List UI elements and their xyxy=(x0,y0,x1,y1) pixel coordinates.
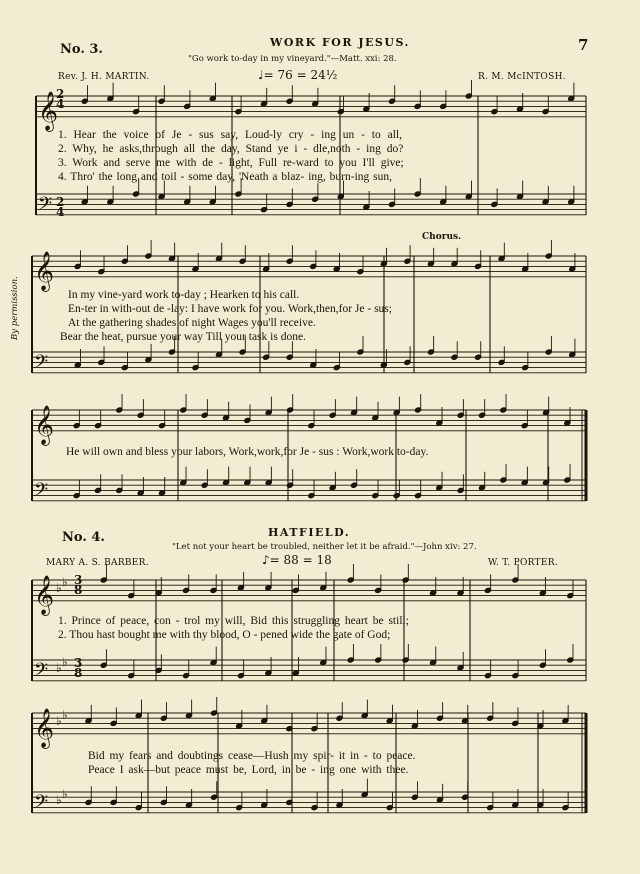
hymn1-system2-line-1: In my vine-yard work to-day ; Hearken to his call. xyxy=(68,289,300,301)
hymn2-time-top: 3 xyxy=(74,573,83,587)
bass-clef-icon: 𝄢 xyxy=(34,480,49,505)
hymn2-number: No. 4. xyxy=(62,530,105,545)
hymn1-author: Rev. J. H. MARTIN. xyxy=(58,72,150,82)
flat-sign-icon: ♭ xyxy=(56,661,62,675)
hymn1-time-signature-bass xyxy=(56,197,64,217)
treble-clef-icon: 𝄞 xyxy=(34,575,55,615)
hymn2-tempo-text: = 88 = 18 xyxy=(269,553,332,567)
flat-sign-icon: ♭ xyxy=(62,655,68,669)
flat-sign-icon: ♭ xyxy=(62,708,68,722)
flat-sign-icon: ♭ xyxy=(56,714,62,728)
hymn1-title: WORK FOR JESUS. xyxy=(270,36,410,49)
hymn2-time-bottom: 8 xyxy=(74,583,83,597)
bass-clef-icon: 𝄢 xyxy=(34,352,49,377)
hymn2-time-signature-treble xyxy=(74,575,82,595)
flat-sign-icon: ♭ xyxy=(62,787,68,801)
hymn1-verse-1: 1. Hear the voice of Je - sus say, Loud-ly cry - ing un - to all, xyxy=(58,129,402,141)
hymn2-author: MARY A. S. BARBER. xyxy=(46,558,149,568)
treble-clef-icon: 𝄞 xyxy=(34,251,55,291)
hymn2-system2-line-1: Bid my fears and doubtings cease—Hush my spir- it in - to peace. xyxy=(88,750,416,762)
hymn1-verse-4: 4. Thro' the long and toil - some day, 'Neath a blaz- ing, burn-ing sun, xyxy=(58,171,393,183)
eighth-note-icon: ♪ xyxy=(262,553,270,567)
chorus-label: Chorus. xyxy=(422,232,462,242)
hymn1-tempo-text: = 76 = 24½ xyxy=(263,68,338,82)
hymn1-system2-line-4: Bear the heat, pursue your way Till your task is done. xyxy=(60,331,306,343)
hymn2-time-top-bass: 3 xyxy=(74,656,83,670)
hymn1-time-bottom-bass: 4 xyxy=(56,205,65,219)
hymn1-time-bottom: 4 xyxy=(56,97,65,111)
page-number: 7 xyxy=(578,36,589,54)
hymn1-scripture: "Go work to-day in my vineyard."—Matt. xxi: 28. xyxy=(188,54,397,64)
hymn1-system2-line-2: En-ter in with-out de -lay: I have work for you. Work,then,for Je - sus; xyxy=(68,303,392,315)
hymn1-verse-3: 3. Work and serve me with de - light, Full re-ward to you I'll give; xyxy=(58,157,404,169)
treble-clef-icon: 𝄞 xyxy=(34,708,55,748)
hymn1-number: No. 3. xyxy=(60,42,103,57)
hymn2-time-bottom-bass: 8 xyxy=(74,666,83,680)
hymn2-time-signature-bass xyxy=(74,658,82,678)
bass-clef-icon: 𝄢 xyxy=(34,660,49,685)
hymn2-composer: W. T. PORTER. xyxy=(488,558,558,568)
hymn2-title: HATFIELD. xyxy=(268,526,351,539)
flat-sign-icon: ♭ xyxy=(56,793,62,807)
hymn1-system3-line: He will own and bless your labors, Work,work,for Je - sus : Work,work to-day. xyxy=(66,446,429,458)
hymn1-verse-2: 2. Why, he asks,through all the day, Stand ye i - dle,noth - ing do? xyxy=(58,143,404,155)
flat-sign-icon: ♭ xyxy=(62,575,68,589)
hymn2-system2-line-2: Peace I ask—but peace must be, Lord, in be - ing one with thee. xyxy=(88,764,409,776)
quarter-note-icon: ♩ xyxy=(258,68,264,82)
hymn1-time-signature-treble xyxy=(56,89,64,109)
hymn1-system2-line-3: At the gathering shades of night Wages you'll receive. xyxy=(68,317,316,329)
permission-note: By permission. xyxy=(10,276,20,340)
hymn2-scripture: "Let not your heart be troubled, neither let it be afraid."—John xiv: 27. xyxy=(172,542,477,552)
treble-clef-icon: 𝄞 xyxy=(38,91,59,131)
bass-clef-icon: 𝄢 xyxy=(34,792,49,817)
hymn2-verse-1: 1. Prince of peace, con - trol my will, Bid this struggling heart be still; xyxy=(58,615,409,627)
flat-sign-icon: ♭ xyxy=(56,581,62,595)
hymn1-time-top-bass: 2 xyxy=(56,195,65,209)
hymn1-composer: R. M. McINTOSH. xyxy=(478,72,566,82)
bass-clef-icon: 𝄢 xyxy=(38,194,53,219)
hymn2-tempo xyxy=(262,553,332,567)
treble-clef-icon: 𝄞 xyxy=(34,405,55,445)
hymn1-time-top: 2 xyxy=(56,87,65,101)
hymn2-verse-2: 2. Thou hast bought me with thy blood, O - pened wide the gate of God; xyxy=(58,629,391,641)
